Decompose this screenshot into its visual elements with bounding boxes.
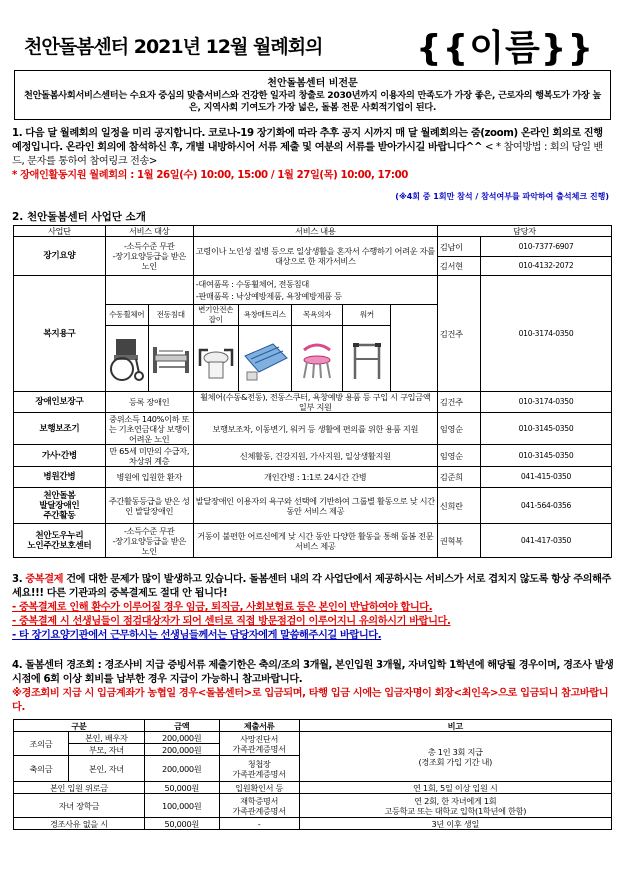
documents-cell: 사망진단서 가족관계증명서 — [219, 732, 299, 756]
table-row — [14, 467, 612, 488]
col-header-target: 서비스 대상 — [105, 226, 193, 237]
target-cell: 중위소득 140%이하 또는 기초연금대상 보행이 어려운 노인 — [105, 413, 193, 445]
section-4-text: 4. 돌봄센터 경조회 : 경조사비 지급 증빙서류 제출기한은 축의/조의 3개월, 본인입원 3개월, 자녀입학 1학년에 해당될 경우이며, 경조사 발생시점에 6회 이상 회비를 납부한 경우 지급이 가능하니 참고바랍니다. — [12, 660, 614, 685]
category-cell: 본인 입원 위로금 — [14, 782, 145, 794]
section-3-line-1: - 중복결제로 인해 환수가 이루어질 경우 임금, 퇴직금, 사회보험료 등은 본인이 반납하여야 합니다. — [12, 602, 433, 613]
section-1 — [12, 127, 615, 183]
mattress-image — [238, 326, 291, 392]
table-row — [14, 524, 612, 558]
section-1-schedule: * 장애인활동지원 월례회의 : 1월 26일(수) 10:00, 15:00 / 1월 27일(목) 10:00, 17:00 — [12, 170, 408, 181]
subcategory-cell: 본인, 자녀 — [68, 756, 144, 782]
category-cell: 자녀 장학금 — [14, 794, 145, 818]
amount-cell: 100,000원 — [144, 794, 219, 818]
name-placeholder: {{이름}} — [416, 28, 595, 69]
vision-title: 천안돌봄센터 비전문 — [267, 78, 358, 89]
amount-cell: 200,000원 — [144, 756, 219, 782]
section-3-intro — [12, 573, 615, 601]
bath-chair-image — [291, 326, 343, 392]
vision-body: 천안돌봄사회서비스센터는 수요자 중심의 맞춤서비스와 건강한 일자리 창출로 2030년까지 이용자의 만족도가 가장 좋은, 근로자의 행복도가 가장 높은, 지역사회 기여도가 가장 넓은, 돌봄 전문 사회적기업이 된다. — [24, 90, 601, 113]
content-cell — [193, 276, 437, 305]
category-cell: 경조사유 없을 시 — [14, 818, 145, 830]
remarks-cell: 3년 이후 생일 — [299, 818, 611, 830]
staff-name: 권혁복 — [437, 524, 480, 558]
electric-bed-icon — [151, 339, 191, 379]
equipment-name: 목욕의자 — [291, 305, 343, 326]
col-header-amount: 금액 — [144, 720, 219, 732]
content-cell: 개인간병 : 1:1로 24시간 간병 — [193, 467, 437, 488]
col-header-category: 구분 — [14, 720, 145, 732]
staff-name: 김서현 — [437, 257, 480, 276]
staff-name: 김남이 — [437, 237, 480, 257]
target-cell: 병원에 입원한 환자 — [105, 467, 193, 488]
equipment-name: 전동침대 — [148, 305, 193, 326]
col-header-staff: 담당자 — [437, 226, 611, 237]
condolence-table — [13, 719, 612, 830]
target-cell: -소득수준 무관 -장기요양등급을 받은 노인 — [105, 237, 193, 276]
section-3-number: 3. — [12, 574, 26, 585]
unit-cell: 장기요양 — [14, 237, 106, 276]
walker-icon — [349, 335, 385, 383]
toilet-handle-icon — [196, 336, 236, 382]
staff-phone: 041-417-0350 — [481, 524, 612, 558]
walker-image — [343, 326, 391, 392]
mattress-icon — [241, 336, 289, 382]
documents-cell: 청첩장 가족관계증명서 — [219, 756, 299, 782]
staff-name: 김건주 — [437, 276, 480, 392]
content-cell: 보행보조차, 이동변기, 워커 등 생활에 편의를 위한 용품 지원 — [193, 413, 437, 445]
table-row — [14, 392, 612, 413]
target-cell: 주간활동등급을 받은 성인 발달장애인 — [105, 488, 193, 524]
col-header-unit: 사업단 — [14, 226, 106, 237]
section-3-intro-rest: 건에 대한 문제가 많이 발생하고 있습니다. 돌봄센터 내의 각 사업단에서 제공하시는 서비스가 서로 겹치지 않도록 항상 주의해주세요!!! 다른 기관과의 중복결제도 절대 안 됩니다! — [12, 574, 611, 599]
section-2-heading: 2. 천안돌봄센터 사업단 소개 — [12, 211, 146, 223]
target-cell: 등록 장애인 — [105, 392, 193, 413]
col-header-remarks: 비고 — [299, 720, 611, 732]
unit-cell: 장애인보장구 — [14, 392, 106, 413]
section-1-text: 1. 다음 달 월례회의 일정을 미리 공지합니다. 코로나-19 장기화에 따라 추후 공지 시까지 매 달 월례회의는 줌(zoom) 온라인 회의로 진행 예정입니다. 온라인 회의에 참석하신 후, 개별 내방하시어 서류 제출 및 여분의 서류를 받아가시길 바랍니다^^ — [12, 128, 603, 153]
documents-cell: - — [219, 818, 299, 830]
equipment-name: 수동휠체어 — [105, 305, 148, 326]
unit-cell: 병원간병 — [14, 467, 106, 488]
target-cell: -소득수준 무관 -장기요양등급을 받은 노인 — [105, 524, 193, 558]
remarks-cell: 총 1인 3회 지급 (경조회 가입 기간 내) — [299, 732, 611, 782]
section-4 — [12, 659, 615, 715]
documents-cell: 입원확인서 등 — [219, 782, 299, 794]
table-row — [14, 445, 612, 467]
subcategory-cell: 부모, 자녀 — [68, 744, 144, 756]
amount-cell: 50,000원 — [144, 818, 219, 830]
staff-phone: 010-3174-0350 — [481, 392, 612, 413]
staff-phone: 010-3174-0350 — [481, 276, 612, 392]
table-row — [14, 794, 612, 818]
amount-cell: 200,000원 — [144, 732, 219, 744]
wheelchair-icon — [108, 335, 146, 383]
vision-box — [14, 70, 611, 120]
content-cell: 휠체어(수동&전동), 전동스쿠터, 욕창예방 용품 등 구입 시 구입금액 일부 지원 — [193, 392, 437, 413]
table-row — [14, 413, 612, 445]
section-4-warning: ※경조회비 지급 시 입금계좌가 농협일 경우<돌봄센터>로 입금되며, 타행 입금 시에는 입금자명이 회장<최인옥>으로 입금되니 참고바랍니다. — [12, 688, 609, 713]
target-cell: 만 65세 미만의 수급자, 차상위 계층 — [105, 445, 193, 467]
unit-cell: 복지용구 — [14, 276, 106, 392]
staff-phone: 010-3145-0350 — [481, 413, 612, 445]
staff-phone: 041-564-0356 — [481, 488, 612, 524]
table-header-row — [14, 226, 612, 237]
subcategory-cell: 본인, 배우자 — [68, 732, 144, 744]
content-cell: 고령이나 노인성 질병 등으로 일상생활을 혼자서 수행하기 어려운 자를 대상으로 한 재가서비스 — [193, 237, 437, 276]
sale-items: -판매품목 : 낙상예방제품, 욕창예방제품 등 — [195, 291, 342, 301]
staff-name: 임영순 — [437, 445, 480, 467]
table-row — [14, 818, 612, 830]
staff-phone: 010-7377-6907 — [481, 237, 612, 257]
unit-cell: 천안도우누리 노인주간보호센터 — [14, 524, 106, 558]
table-row — [14, 276, 612, 305]
documents-cell: 재학증명서 가족관계증명서 — [219, 794, 299, 818]
remarks-cell: 연 1회, 5일 이상 입원 시 — [299, 782, 611, 794]
amount-cell: 50,000원 — [144, 782, 219, 794]
col-header-documents: 제출서류 — [219, 720, 299, 732]
unit-cell: 보행보조기 — [14, 413, 106, 445]
content-cell: 신체활동, 건강지원, 가사지원, 일상생활지원 — [193, 445, 437, 467]
attendance-note: (※4회 중 1회만 참석 / 참석여부를 파악하여 출석체크 진행) — [395, 192, 609, 201]
page-title: 천안돌봄센터 2021년 12월 월례회의 — [24, 36, 323, 58]
table-row — [14, 732, 612, 744]
staff-phone: 010-4132-2072 — [481, 257, 612, 276]
unit-cell: 천안돌봄 발달장애인 주간활동 — [14, 488, 106, 524]
section-3 — [12, 573, 615, 643]
table-row — [14, 488, 612, 524]
section-3-line-3: - 타 장기요양기관에서 근무하시는 선생님들께서는 담당자에게 말씀해주시길 바랍니다. — [12, 630, 382, 641]
staff-name: 김건주 — [437, 392, 480, 413]
col-header-content: 서비스 내용 — [193, 226, 437, 237]
category-cell: 조의금 — [14, 732, 69, 756]
bath-chair-icon — [298, 336, 336, 382]
duplicate-payment-label: 중복결제 — [25, 574, 64, 585]
page-header — [0, 18, 625, 68]
staff-name: 김준희 — [437, 467, 480, 488]
category-cell: 축의금 — [14, 756, 69, 782]
section-1-method: < * 참여방법 : 회의 당일 밴드, 문자를 통하여 참여링크 전송> — [12, 142, 603, 167]
staff-phone: 010-3145-0350 — [481, 445, 612, 467]
rental-items: -대여품목 : 수동휠체어, 전동침대 — [195, 279, 309, 289]
table-row — [14, 782, 612, 794]
equipment-name: 욕창매트리스 — [238, 305, 291, 326]
table-row — [14, 237, 612, 257]
staff-name: 임영순 — [437, 413, 480, 445]
section-3-line-2: - 중복결제 시 선생님들이 점검대상자가 되어 센터로 직접 방문점검이 이루어지니 유의하시기 바랍니다. — [12, 616, 451, 627]
toilet-handle-image — [193, 326, 238, 392]
table-header-row — [14, 720, 612, 732]
remarks-cell: 연 2회, 한 자녀에게 1회 고등학교 또는 대학교 입학(1학년에 한함) — [299, 794, 611, 818]
content-cell: 발달장애인 이용자의 욕구와 선택에 기반하여 그룹별 활동으로 낮 시간 동안 서비스 제공 — [193, 488, 437, 524]
amount-cell: 200,000원 — [144, 744, 219, 756]
service-table — [13, 225, 612, 558]
unit-cell: 가사·간병 — [14, 445, 106, 467]
equipment-name: 워커 — [343, 305, 391, 326]
staff-phone: 041-415-0350 — [481, 467, 612, 488]
content-cell: 거동이 불편한 어르신에게 낮 시간 동안 다양한 활동을 통해 돌봄 전문 서비스 제공 — [193, 524, 437, 558]
staff-name: 신희란 — [437, 488, 480, 524]
wheelchair-image — [105, 326, 148, 392]
electric-bed-image — [148, 326, 193, 392]
equipment-name: 변기안전손잡이 — [193, 305, 238, 326]
